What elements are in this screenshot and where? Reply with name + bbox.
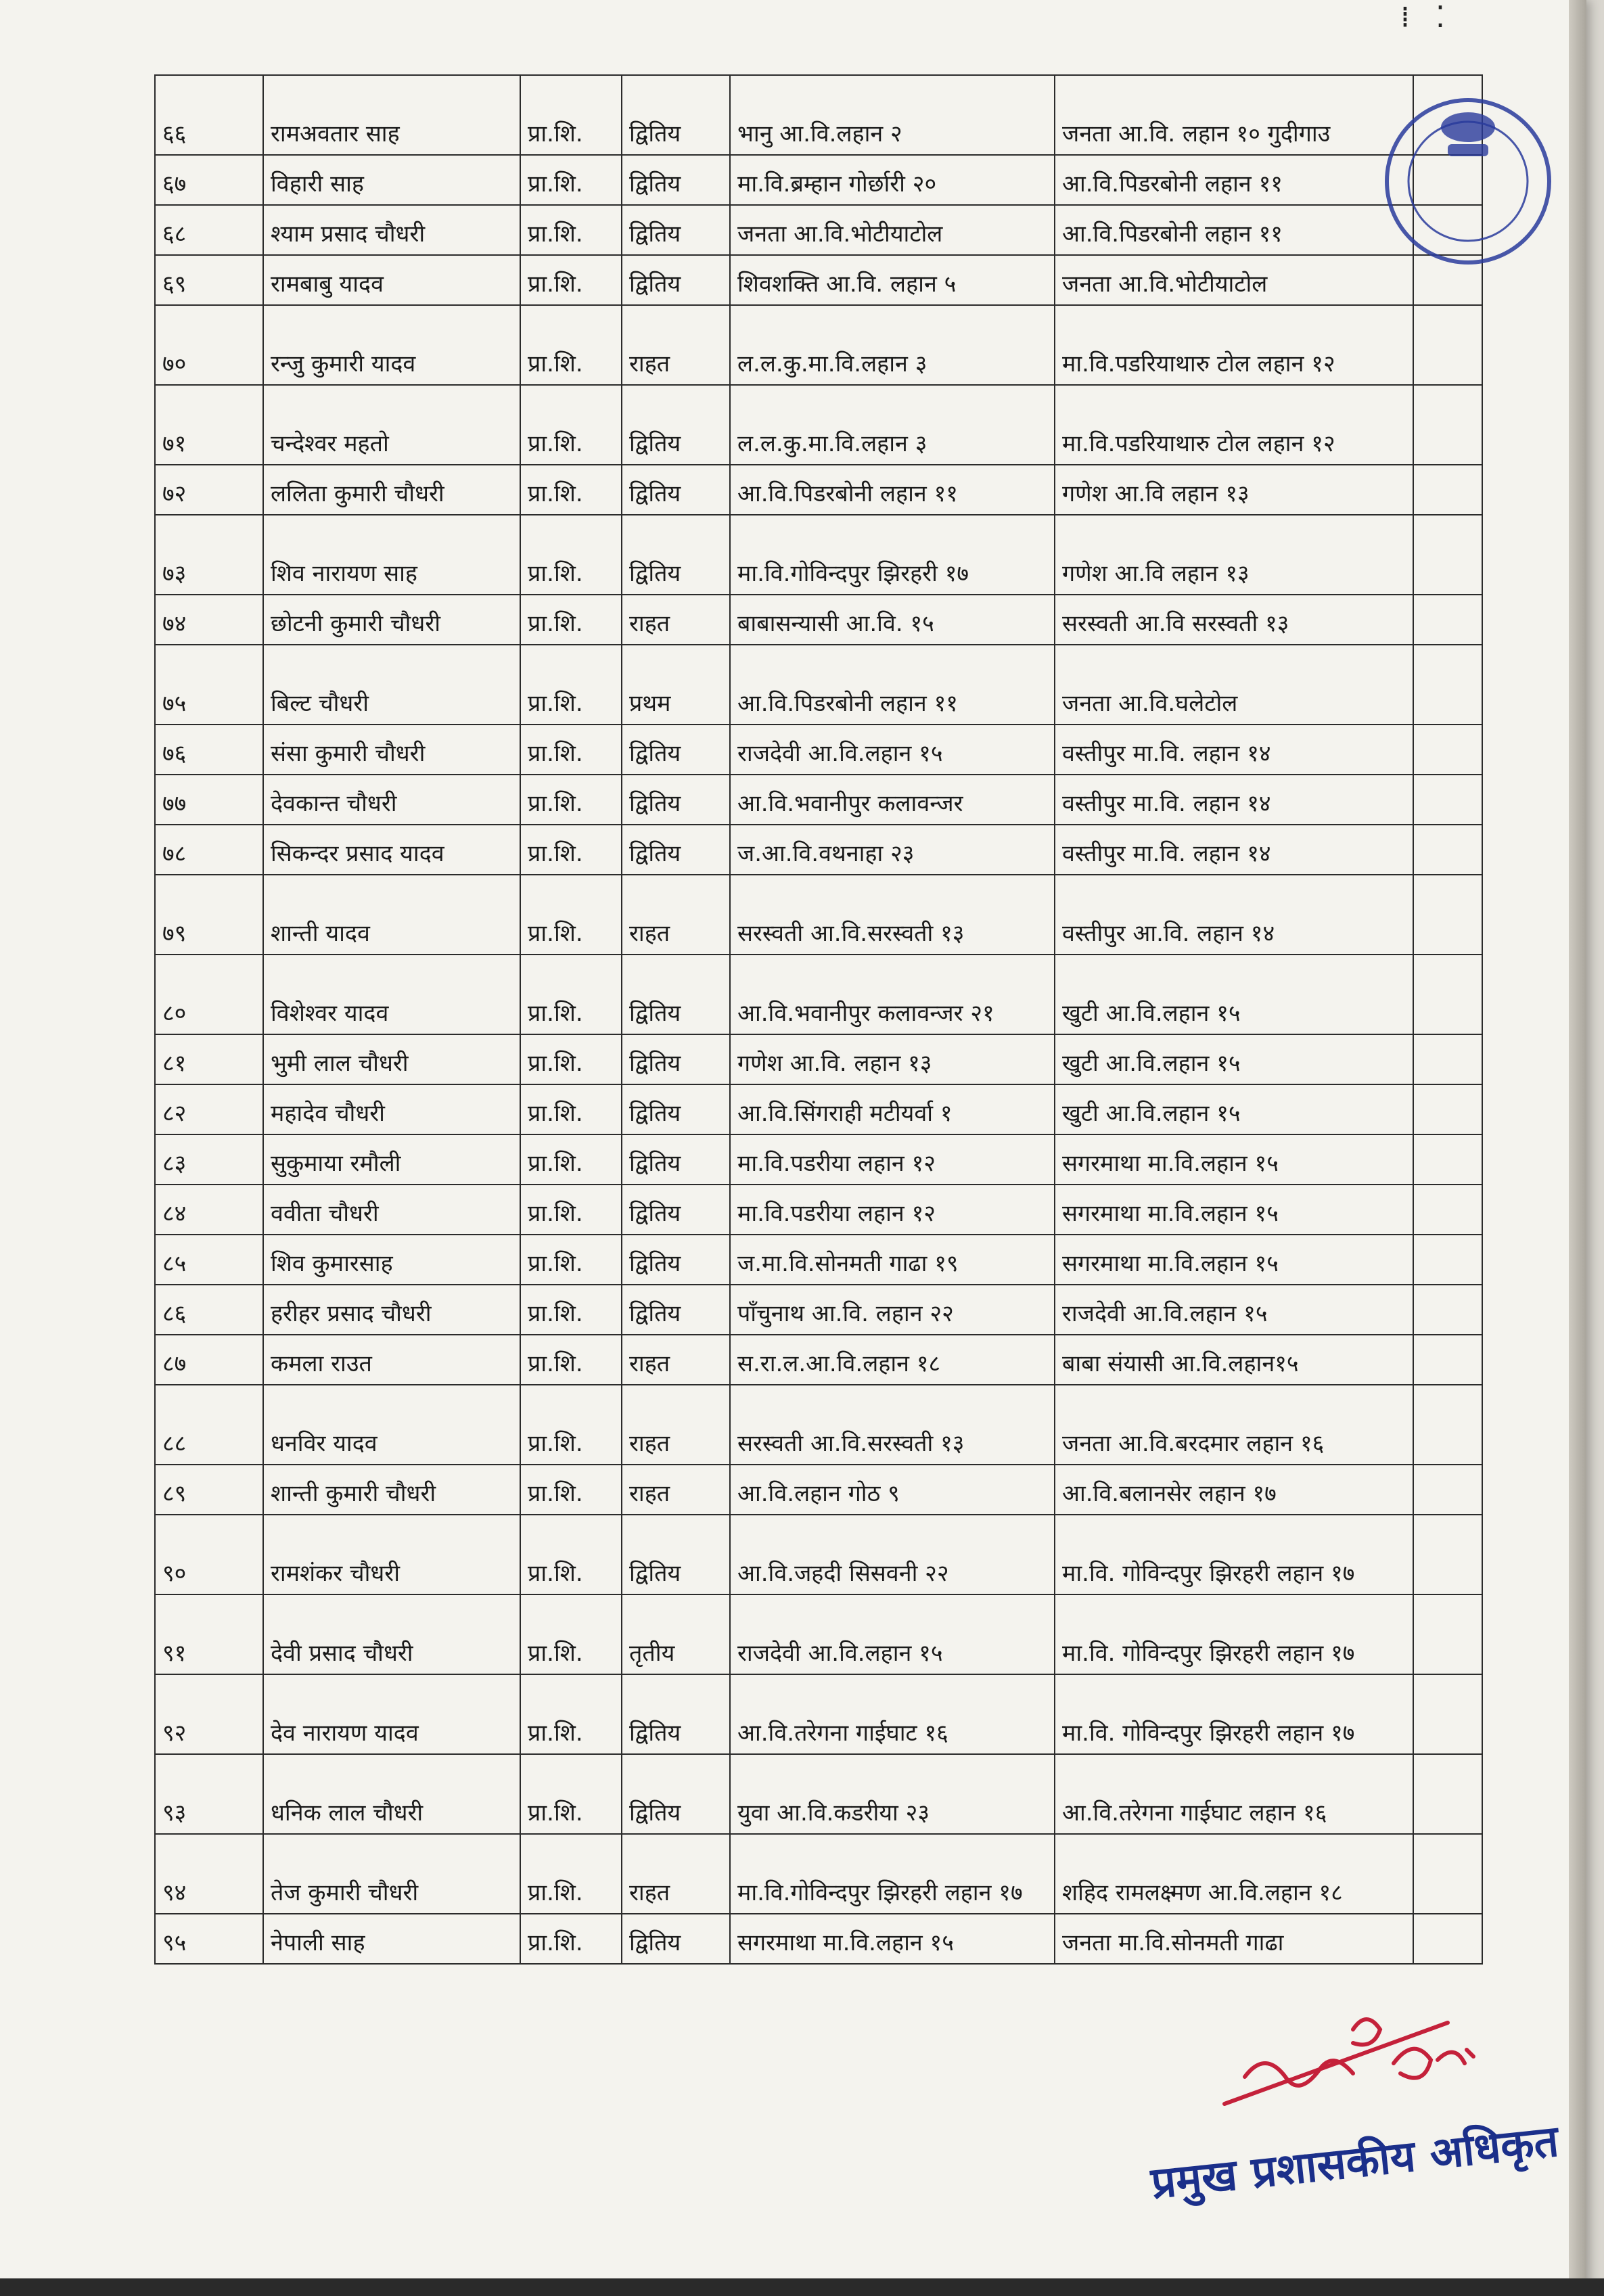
remarks-cell bbox=[1413, 1515, 1482, 1594]
post-level: प्रा.शि. bbox=[520, 645, 622, 725]
signature-icon bbox=[1204, 2002, 1488, 2117]
serial-number: ९१ bbox=[155, 1594, 263, 1674]
grade: द्वितिय bbox=[622, 385, 730, 465]
remarks-cell bbox=[1413, 385, 1482, 465]
remarks-cell bbox=[1413, 1465, 1482, 1515]
officer-title: प्रमुख प्रशासकीय अधिकृत bbox=[1149, 2115, 1561, 2209]
table-row bbox=[155, 1754, 1482, 1834]
post-level: प्रा.शि. bbox=[520, 1465, 622, 1515]
table-row bbox=[155, 1185, 1482, 1235]
table-row bbox=[155, 775, 1482, 825]
table-row bbox=[155, 1335, 1482, 1385]
from-school: आ.वि.भवानीपुर कलावन्जर bbox=[730, 775, 1055, 825]
remarks-cell bbox=[1413, 1754, 1482, 1834]
table-row bbox=[155, 1674, 1482, 1754]
serial-number: ८९ bbox=[155, 1465, 263, 1515]
serial-number: ८८ bbox=[155, 1385, 263, 1465]
grade: द्वितिय bbox=[622, 255, 730, 305]
teacher-name: देव नारायण यादव bbox=[263, 1674, 520, 1754]
teacher-name: शिव कुमारसाह bbox=[263, 1235, 520, 1285]
post-level: प्रा.शि. bbox=[520, 1185, 622, 1235]
grade: द्वितिय bbox=[622, 205, 730, 255]
remarks-cell bbox=[1413, 645, 1482, 725]
serial-number: ६६ bbox=[155, 75, 263, 155]
teacher-name: विशेश्वर यादव bbox=[263, 955, 520, 1034]
remarks-cell bbox=[1413, 1285, 1482, 1335]
teacher-name: कमला राउत bbox=[263, 1335, 520, 1385]
to-school: मा.वि. गोविन्दपुर झिरहरी लहान १७ bbox=[1055, 1674, 1413, 1754]
from-school: सरस्वती आ.वि.सरस्वती १३ bbox=[730, 875, 1055, 955]
serial-number: ९३ bbox=[155, 1754, 263, 1834]
table-row bbox=[155, 1034, 1482, 1084]
to-school: आ.वि.पिडरबोनी लहान ११ bbox=[1055, 205, 1413, 255]
serial-number: ७१ bbox=[155, 385, 263, 465]
serial-number: ८५ bbox=[155, 1235, 263, 1285]
teacher-name: चन्देश्वर महतो bbox=[263, 385, 520, 465]
to-school: आ.वि.तरेगना गाईघाट लहान १६ bbox=[1055, 1754, 1413, 1834]
teacher-name: धनिक लाल चौधरी bbox=[263, 1754, 520, 1834]
serial-number: ९२ bbox=[155, 1674, 263, 1754]
teacher-name: रामबाबु यादव bbox=[263, 255, 520, 305]
scan-bottom-edge bbox=[0, 2278, 1604, 2296]
table-row bbox=[155, 1914, 1482, 1964]
post-level: प्रा.शि. bbox=[520, 1914, 622, 1964]
table-row bbox=[155, 955, 1482, 1034]
office-seal-icon bbox=[1367, 80, 1576, 296]
serial-number: ६९ bbox=[155, 255, 263, 305]
serial-number: ७३ bbox=[155, 515, 263, 595]
teacher-name: ववीता चौधरी bbox=[263, 1185, 520, 1235]
table-row bbox=[155, 1235, 1482, 1285]
table-row bbox=[155, 1134, 1482, 1185]
to-school: खुटी आ.वि.लहान १५ bbox=[1055, 955, 1413, 1034]
to-school: वस्तीपुर मा.वि. लहान १४ bbox=[1055, 825, 1413, 875]
serial-number: ७८ bbox=[155, 825, 263, 875]
table-body bbox=[155, 75, 1482, 1964]
from-school: ल.ल.कु.मा.वि.लहान ३ bbox=[730, 305, 1055, 385]
to-school: जनता आ.वि.घलेटोल bbox=[1055, 645, 1413, 725]
grade: राहत bbox=[622, 595, 730, 645]
grade: द्वितिय bbox=[622, 75, 730, 155]
to-school: वस्तीपुर मा.वि. लहान १४ bbox=[1055, 725, 1413, 775]
serial-number: ८३ bbox=[155, 1134, 263, 1185]
grade: द्वितिय bbox=[622, 1185, 730, 1235]
post-level: प्रा.शि. bbox=[520, 385, 622, 465]
teacher-name: ललिता कुमारी चौधरी bbox=[263, 465, 520, 515]
remarks-cell bbox=[1413, 1235, 1482, 1285]
serial-number: ७२ bbox=[155, 465, 263, 515]
post-level: प्रा.शि. bbox=[520, 775, 622, 825]
teacher-name: शान्ती यादव bbox=[263, 875, 520, 955]
table-row bbox=[155, 385, 1482, 465]
remarks-cell bbox=[1413, 1034, 1482, 1084]
serial-number: ७७ bbox=[155, 775, 263, 825]
post-level: प्रा.शि. bbox=[520, 595, 622, 645]
remarks-cell bbox=[1413, 825, 1482, 875]
to-school: गणेश आ.वि लहान १३ bbox=[1055, 515, 1413, 595]
post-level: प्रा.शि. bbox=[520, 1754, 622, 1834]
to-school: जनता आ.वि.बरदमार लहान १६ bbox=[1055, 1385, 1413, 1465]
post-level: प्रा.शि. bbox=[520, 875, 622, 955]
post-level: प्रा.शि. bbox=[520, 1385, 622, 1465]
teacher-name: बिल्ट चौधरी bbox=[263, 645, 520, 725]
from-school: सरस्वती आ.वि.सरस्वती १३ bbox=[730, 1385, 1055, 1465]
remarks-cell bbox=[1413, 955, 1482, 1034]
remarks-cell bbox=[1413, 305, 1482, 385]
grade: द्वितिय bbox=[622, 1674, 730, 1754]
remarks-cell bbox=[1413, 1084, 1482, 1134]
table-row bbox=[155, 645, 1482, 725]
grade: द्वितिय bbox=[622, 825, 730, 875]
remarks-cell bbox=[1413, 515, 1482, 595]
teacher-name: सिकन्दर प्रसाद यादव bbox=[263, 825, 520, 875]
post-level: प्रा.शि. bbox=[520, 1674, 622, 1754]
post-level: प्रा.शि. bbox=[520, 1335, 622, 1385]
serial-number: ८२ bbox=[155, 1084, 263, 1134]
grade: द्वितिय bbox=[622, 1914, 730, 1964]
teacher-name: देवकान्त चौधरी bbox=[263, 775, 520, 825]
serial-number: ८७ bbox=[155, 1335, 263, 1385]
to-school: वस्तीपुर आ.वि. लहान १४ bbox=[1055, 875, 1413, 955]
from-school: आ.वि.भवानीपुर कलावन्जर २१ bbox=[730, 955, 1055, 1034]
table-row bbox=[155, 1515, 1482, 1594]
grade: द्वितिय bbox=[622, 1084, 730, 1134]
teacher-name: धनविर यादव bbox=[263, 1385, 520, 1465]
grade: द्वितिय bbox=[622, 155, 730, 205]
remarks-cell bbox=[1413, 875, 1482, 955]
grade: राहत bbox=[622, 1335, 730, 1385]
from-school: आ.वि.तरेगना गाईघाट १६ bbox=[730, 1674, 1055, 1754]
from-school: पाँचुनाथ आ.वि. लहान २२ bbox=[730, 1285, 1055, 1335]
from-school: बाबासन्यासी आ.वि. १५ bbox=[730, 595, 1055, 645]
teacher-name: तेज कुमारी चौधरी bbox=[263, 1834, 520, 1914]
post-level: प्रा.शि. bbox=[520, 1515, 622, 1594]
teacher-name: श्याम प्रसाद चौधरी bbox=[263, 205, 520, 255]
teacher-name: भुमी लाल चौधरी bbox=[263, 1034, 520, 1084]
from-school: आ.वि.पिडरबोनी लहान ११ bbox=[730, 645, 1055, 725]
teacher-name: शान्ती कुमारी चौधरी bbox=[263, 1465, 520, 1515]
from-school: राजदेवी आ.वि.लहान १५ bbox=[730, 725, 1055, 775]
grade: राहत bbox=[622, 1465, 730, 1515]
table-row bbox=[155, 465, 1482, 515]
to-school: सगरमाथा मा.वि.लहान १५ bbox=[1055, 1185, 1413, 1235]
remarks-cell bbox=[1413, 1185, 1482, 1235]
serial-number: ८१ bbox=[155, 1034, 263, 1084]
from-school: स.रा.ल.आ.वि.लहान १८ bbox=[730, 1335, 1055, 1385]
to-school: आ.वि.बलानसेर लहान १७ bbox=[1055, 1465, 1413, 1515]
serial-number: ९४ bbox=[155, 1834, 263, 1914]
from-school: जनता आ.वि.भोटीयाटोल bbox=[730, 205, 1055, 255]
grade: प्रथम bbox=[622, 645, 730, 725]
teacher-name: रामअवतार साह bbox=[263, 75, 520, 155]
serial-number: ७५ bbox=[155, 645, 263, 725]
serial-number: ८६ bbox=[155, 1285, 263, 1335]
grade: राहत bbox=[622, 305, 730, 385]
teacher-name: रामशंकर चौधरी bbox=[263, 1515, 520, 1594]
from-school: सगरमाथा मा.वि.लहान १५ bbox=[730, 1914, 1055, 1964]
remarks-cell bbox=[1413, 1674, 1482, 1754]
from-school: भानु आ.वि.लहान २ bbox=[730, 75, 1055, 155]
serial-number: ८० bbox=[155, 955, 263, 1034]
post-level: प्रा.शि. bbox=[520, 205, 622, 255]
post-level: प्रा.शि. bbox=[520, 1594, 622, 1674]
from-school: मा.वि.पडरीया लहान १२ bbox=[730, 1185, 1055, 1235]
table-row bbox=[155, 75, 1482, 155]
grade: द्वितिय bbox=[622, 1034, 730, 1084]
to-school: मा.वि.पडरियाथारु टोल लहान १२ bbox=[1055, 385, 1413, 465]
teacher-name: छोटनी कुमारी चौधरी bbox=[263, 595, 520, 645]
to-school: जनता आ.वि.भोटीयाटोल bbox=[1055, 255, 1413, 305]
table-row bbox=[155, 1465, 1482, 1515]
grade: द्वितिय bbox=[622, 955, 730, 1034]
table-row bbox=[155, 155, 1482, 205]
remarks-cell bbox=[1413, 1834, 1482, 1914]
from-school: युवा आ.वि.कडरीया २३ bbox=[730, 1754, 1055, 1834]
post-level: प्रा.शि. bbox=[520, 75, 622, 155]
to-school: आ.वि.पिडरबोनी लहान ११ bbox=[1055, 155, 1413, 205]
table-row bbox=[155, 1084, 1482, 1134]
to-school: मा.वि.पडरियाथारु टोल लहान १२ bbox=[1055, 305, 1413, 385]
post-level: प्रा.शि. bbox=[520, 255, 622, 305]
from-school: आ.वि.जहदी सिसवनी २२ bbox=[730, 1515, 1055, 1594]
from-school: मा.वि.पडरीया लहान १२ bbox=[730, 1134, 1055, 1185]
post-level: प्रा.शि. bbox=[520, 1834, 622, 1914]
grade: द्वितिय bbox=[622, 775, 730, 825]
serial-number: ७४ bbox=[155, 595, 263, 645]
table-row bbox=[155, 255, 1482, 305]
from-school: मा.वि.ब्रम्हान गोर्छारी २० bbox=[730, 155, 1055, 205]
remarks-cell bbox=[1413, 1914, 1482, 1964]
remarks-cell bbox=[1413, 1594, 1482, 1674]
teacher-name: विहारी साह bbox=[263, 155, 520, 205]
remarks-cell bbox=[1413, 775, 1482, 825]
teacher-name: संसा कुमारी चौधरी bbox=[263, 725, 520, 775]
table-row bbox=[155, 1594, 1482, 1674]
remarks-cell bbox=[1413, 1385, 1482, 1465]
to-school: मा.वि. गोविन्दपुर झिरहरी लहान १७ bbox=[1055, 1515, 1413, 1594]
from-school: ज.आ.वि.वथनाहा २३ bbox=[730, 825, 1055, 875]
post-level: प्रा.शि. bbox=[520, 1235, 622, 1285]
to-school: सगरमाथा मा.वि.लहान १५ bbox=[1055, 1235, 1413, 1285]
teacher-name: सुकुमाया रमौली bbox=[263, 1134, 520, 1185]
post-level: प्रा.शि. bbox=[520, 725, 622, 775]
grade: द्वितिय bbox=[622, 1754, 730, 1834]
to-school: राजदेवी आ.वि.लहान १५ bbox=[1055, 1285, 1413, 1335]
to-school: गणेश आ.वि लहान १३ bbox=[1055, 465, 1413, 515]
from-school: ल.ल.कु.मा.वि.लहान ३ bbox=[730, 385, 1055, 465]
grade: द्वितिय bbox=[622, 465, 730, 515]
grade: राहत bbox=[622, 1385, 730, 1465]
to-school: सरस्वती आ.वि सरस्वती १३ bbox=[1055, 595, 1413, 645]
from-school: मा.वि.गोविन्दपुर झिरहरी १७ bbox=[730, 515, 1055, 595]
from-school: आ.वि.पिडरबोनी लहान ११ bbox=[730, 465, 1055, 515]
serial-number: ९० bbox=[155, 1515, 263, 1594]
remarks-cell bbox=[1413, 465, 1482, 515]
staple-marks: ⁞ ⁚ bbox=[1400, 0, 1453, 35]
to-school: वस्तीपुर मा.वि. लहान १४ bbox=[1055, 775, 1413, 825]
serial-number: ६७ bbox=[155, 155, 263, 205]
to-school: शहिद रामलक्ष्मण आ.वि.लहान १८ bbox=[1055, 1834, 1413, 1914]
teacher-name: हरीहर प्रसाद चौधरी bbox=[263, 1285, 520, 1335]
serial-number: ८४ bbox=[155, 1185, 263, 1235]
from-school: मा.वि.गोविन्दपुर झिरहरी लहान १७ bbox=[730, 1834, 1055, 1914]
to-school: बाबा संयासी आ.वि.लहान१५ bbox=[1055, 1335, 1413, 1385]
post-level: प्रा.शि. bbox=[520, 1285, 622, 1335]
grade: तृतीय bbox=[622, 1594, 730, 1674]
table-row bbox=[155, 1834, 1482, 1914]
from-school: गणेश आ.वि. लहान १३ bbox=[730, 1034, 1055, 1084]
from-school: ज.मा.वि.सोनमती गाढा १९ bbox=[730, 1235, 1055, 1285]
serial-number: ६८ bbox=[155, 205, 263, 255]
post-level: प्रा.शि. bbox=[520, 515, 622, 595]
grade: द्वितिय bbox=[622, 515, 730, 595]
to-school: मा.वि. गोविन्दपुर झिरहरी लहान १७ bbox=[1055, 1594, 1413, 1674]
table-row bbox=[155, 725, 1482, 775]
teacher-name: शिव नारायण साह bbox=[263, 515, 520, 595]
remarks-cell bbox=[1413, 1335, 1482, 1385]
teacher-name: रन्जु कुमारी यादव bbox=[263, 305, 520, 385]
serial-number: ९५ bbox=[155, 1914, 263, 1964]
teacher-name: देवी प्रसाद चौधरी bbox=[263, 1594, 520, 1674]
remarks-cell bbox=[1413, 1134, 1482, 1185]
serial-number: ७६ bbox=[155, 725, 263, 775]
post-level: प्रा.शि. bbox=[520, 155, 622, 205]
to-school: खुटी आ.वि.लहान १५ bbox=[1055, 1034, 1413, 1084]
post-level: प्रा.शि. bbox=[520, 465, 622, 515]
post-level: प्रा.शि. bbox=[520, 305, 622, 385]
post-level: प्रा.शि. bbox=[520, 825, 622, 875]
table-row bbox=[155, 205, 1482, 255]
to-school: खुटी आ.वि.लहान १५ bbox=[1055, 1084, 1413, 1134]
teacher-name: नेपाली साह bbox=[263, 1914, 520, 1964]
table-row bbox=[155, 1385, 1482, 1465]
post-level: प्रा.शि. bbox=[520, 1134, 622, 1185]
from-school: शिवशक्ति आ.वि. लहान ५ bbox=[730, 255, 1055, 305]
grade: द्वितिय bbox=[622, 1285, 730, 1335]
transfer-table bbox=[154, 74, 1483, 1965]
remarks-cell bbox=[1413, 595, 1482, 645]
from-school: आ.वि.सिंगराही मटीयर्वा १ bbox=[730, 1084, 1055, 1134]
post-level: प्रा.शि. bbox=[520, 1084, 622, 1134]
to-school: जनता मा.वि.सोनमती गाढा bbox=[1055, 1914, 1413, 1964]
remarks-cell bbox=[1413, 725, 1482, 775]
from-school: राजदेवी आ.वि.लहान १५ bbox=[730, 1594, 1055, 1674]
table-row bbox=[155, 515, 1482, 595]
grade: द्वितिय bbox=[622, 1515, 730, 1594]
grade: द्वितिय bbox=[622, 1134, 730, 1185]
grade: द्वितिय bbox=[622, 1235, 730, 1285]
grade: राहत bbox=[622, 1834, 730, 1914]
page-edge bbox=[1569, 0, 1586, 2296]
to-school: जनता आ.वि. लहान १० गुदीगाउ bbox=[1055, 75, 1413, 155]
table-row bbox=[155, 1285, 1482, 1335]
table-row bbox=[155, 305, 1482, 385]
grade: द्वितिय bbox=[622, 725, 730, 775]
serial-number: ७० bbox=[155, 305, 263, 385]
table-row bbox=[155, 595, 1482, 645]
to-school: सगरमाथा मा.वि.लहान १५ bbox=[1055, 1134, 1413, 1185]
grade: राहत bbox=[622, 875, 730, 955]
table-row bbox=[155, 825, 1482, 875]
post-level: प्रा.शि. bbox=[520, 955, 622, 1034]
teacher-name: महादेव चौधरी bbox=[263, 1084, 520, 1134]
from-school: आ.वि.लहान गोठ ९ bbox=[730, 1465, 1055, 1515]
post-level: प्रा.शि. bbox=[520, 1034, 622, 1084]
table-row bbox=[155, 875, 1482, 955]
serial-number: ७९ bbox=[155, 875, 263, 955]
